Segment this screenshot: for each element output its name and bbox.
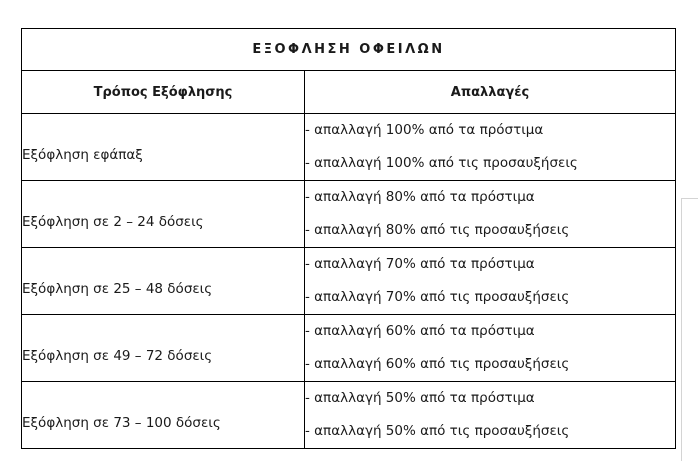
table-row [22, 181, 676, 248]
benefit-fines-text: - απαλλαγή 60% από τα πρόστιμα [305, 323, 535, 339]
benefit-fines-text: - απαλλαγή 50% από τα πρόστιμα [305, 390, 535, 406]
payoff-table [21, 28, 676, 449]
table-row [22, 248, 676, 315]
benefit-surcharges-text: - απαλλαγή 80% από τις προσαυξήσεις [305, 222, 570, 238]
payment-method-cell [22, 382, 305, 449]
benefits-cell [305, 114, 676, 181]
header-row [22, 71, 676, 114]
payment-method-cell [22, 248, 305, 315]
benefits-cell [305, 181, 676, 248]
table-row [22, 382, 676, 449]
payment-method-text: Εξόφληση σε 25 – 48 δόσεις [22, 281, 213, 297]
benefit-fines-text: - απαλλαγή 100% από τα πρόστιμα [305, 122, 544, 138]
benefit-fines-text: - απαλλαγή 80% από τα πρόστιμα [305, 189, 535, 205]
payment-method-cell [22, 114, 305, 181]
title-row [22, 29, 676, 71]
payment-method-text: Εξόφληση σε 73 – 100 δόσεις [22, 415, 221, 431]
table-title: ΕΞΟΦΛΗΣΗ ΟΦΕΙΛΩΝ [22, 29, 676, 71]
column-header-benefits: Απαλλαγές [305, 71, 676, 114]
benefit-surcharges-text: - απαλλαγή 100% από τις προσαυξήσεις [305, 155, 578, 171]
benefit-fines-text: - απαλλαγή 70% από τα πρόστιμα [305, 256, 535, 272]
table-row [22, 315, 676, 382]
payment-method-cell [22, 315, 305, 382]
column-header-method: Τρόπος Εξόφλησης [22, 71, 305, 114]
payment-method-text: Εξόφληση εφάπαξ [22, 147, 143, 163]
payment-method-cell [22, 181, 305, 248]
payment-method-text: Εξόφληση σε 2 – 24 δόσεις [22, 214, 204, 230]
table-row [22, 114, 676, 181]
payment-method-text: Εξόφληση σε 49 – 72 δόσεις [22, 348, 213, 364]
benefits-cell [305, 315, 676, 382]
benefits-cell [305, 248, 676, 315]
benefit-surcharges-text: - απαλλαγή 50% από τις προσαυξήσεις [305, 423, 570, 439]
benefits-cell [305, 382, 676, 449]
adjacent-page-edge [681, 198, 698, 461]
benefit-surcharges-text: - απαλλαγή 70% από τις προσαυξήσεις [305, 289, 570, 305]
benefit-surcharges-text: - απαλλαγή 60% από τις προσαυξήσεις [305, 356, 570, 372]
